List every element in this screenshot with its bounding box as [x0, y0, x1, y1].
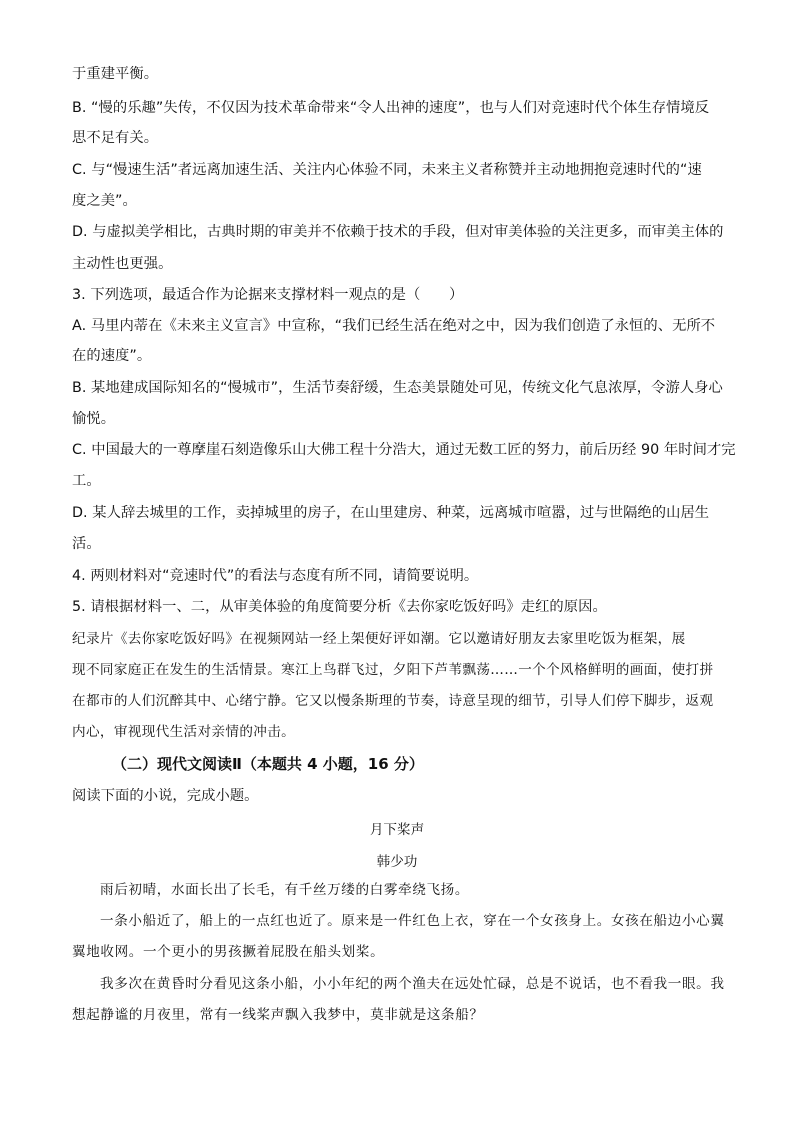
story-paragraph: 翼地收网。一个更小的男孩撅着屁股在船头划桨。 [72, 944, 385, 960]
question-3: 3. 下列选项，最适合作为论据来支撑材料一观点的是（ ） [72, 287, 464, 303]
story-title: 月下桨声 [369, 822, 425, 838]
answer-paragraph-line: 现不同家庭正在发生的生活情景。寒江上鸟群飞过，夕阳下芦苇飘荡……一个个风格鲜明的画面，使打拼 [72, 662, 714, 678]
story-author: 韩少功 [376, 854, 418, 870]
text-line: 主动性也更强。 [72, 256, 173, 272]
option-b-line: B. “慢的乐趣”失传，不仅因为技术革命带来“令人出神的速度”，也与人们对竞速时代个体生存情境反 [72, 100, 710, 116]
option-c-line: C. 与“慢速生活”者远离加速生活、关注内心体验不同，未来主义者称赞并主动地拥抱竞速时代的“速 [72, 162, 702, 178]
story-paragraph: 一条小船近了，船上的一点红也近了。原来是一件红色上衣，穿在一个女孩身上。女孩在船边小心翼 [100, 913, 725, 929]
text-line: 于重建平衡。 [72, 66, 159, 82]
story-paragraph: 想起静谧的月夜里，常有一线桨声飘入我梦中，莫非就是这条船？ [72, 1007, 484, 1023]
text-line: 愉悦。 [72, 411, 116, 427]
story-paragraph: 雨后初晴，水面长出了长毛，有千丝万缕的白雾牵绕飞扬。 [100, 882, 470, 898]
text-line: 工。 [72, 473, 101, 489]
text-line: 度之美”。 [72, 193, 137, 209]
answer-paragraph-line: 纪录片《去你家吃饭好吗》在视频网站一经上架便好评如潮。它以邀请好朋友去家里吃饭为框架，展 [72, 631, 686, 647]
text-line: 活。 [72, 536, 101, 552]
option-d-line: D. 某人辞去城里的工作，卖掉城里的房子，在山里建房、种菜，远离城市喧嚣，过与世隔绝的山居生 [72, 505, 710, 521]
section-instruction: 阅读下面的小说，完成小题。 [72, 788, 259, 804]
story-paragraph: 我多次在黄昏时分看见这条小船，小小年纪的两个渔夫在远处忙碌，总是不说话，也不看我一眼。我 [100, 976, 725, 992]
text-line: 在的速度”。 [72, 348, 152, 364]
question-4: 4. 两则材料对“竞速时代”的看法与态度有所不同，请简要说明。 [72, 568, 479, 584]
section-heading: （二）现代文阅读Ⅱ（本题共 4 小题，16 分） [112, 755, 424, 773]
option-c-line: C. 中国最大的一尊摩崖石刻造像乐山大佛工程十分浩大，通过无数工匠的努力，前后历经 90 年时间才完 [72, 442, 736, 458]
answer-paragraph-line: 在都市的人们沉醉其中、心绪宁静。它又以慢条斯理的节奏，诗意呈现的细节，引导人们停下脚步，返观 [72, 693, 714, 709]
text-line: 思不足有关。 [72, 130, 159, 146]
answer-paragraph-line: 内心，审视现代生活对亲情的冲击。 [72, 724, 296, 740]
question-5: 5. 请根据材料一、二，从审美体验的角度简要分析《去你家吃饭好吗》走红的原因。 [72, 599, 607, 615]
option-b-line: B. 某地建成国际知名的“慢城市”，生活节奏舒缓，生态美景随处可见，传统文化气息浓厚，令游人身心 [72, 380, 723, 396]
option-a-line: A. 马里内蒂在《未来主义宣言》中宣称，“我们已经生活在绝对之中，因为我们创造了永恒的、无所不 [72, 318, 716, 334]
option-d-line: D. 与虚拟美学相比，古典时期的审美并不依赖于技术的手段，但对审美体验的关注更多，而审美主体的 [72, 224, 724, 240]
